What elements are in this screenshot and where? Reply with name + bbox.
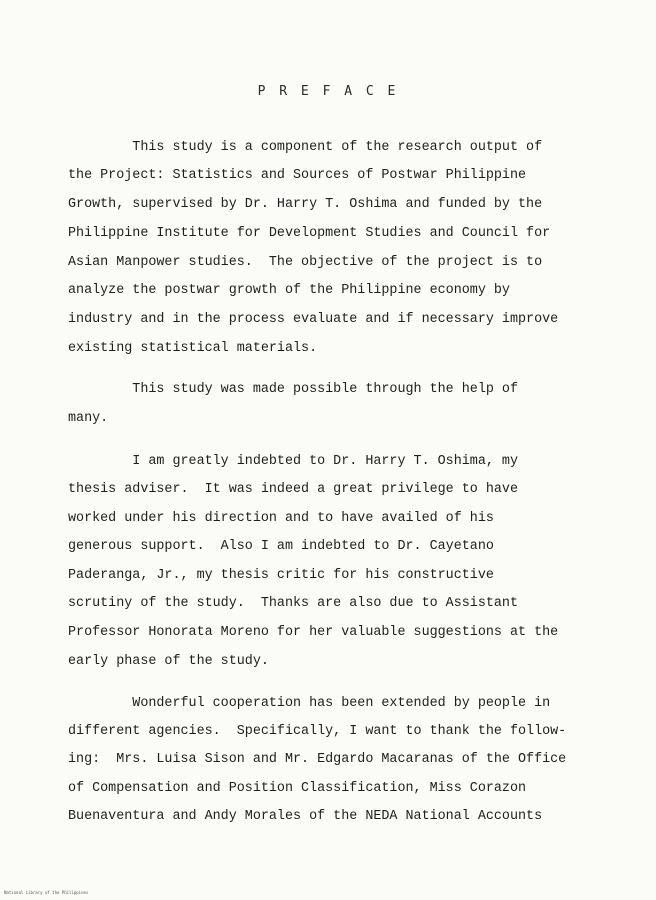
paragraph-4-line-3: ing: Mrs. Luisa Sison and Mr. Edgardo Macaranas of the Office [68, 752, 567, 767]
paragraph-3-line-2: thesis adviser. It was indeed a great privilege to have [68, 482, 518, 497]
paragraph-4-line-4: of Compensation and Position Classification, Miss Corazon [68, 781, 527, 796]
paragraph-1-line-6: analyze the postwar growth of the Philippine economy by [68, 283, 510, 298]
paragraph-3-line-1: I am greatly indebted to Dr. Harry T. Oshima, my [68, 454, 518, 469]
paragraph-1-line-8: existing statistical materials. [68, 341, 318, 356]
paragraph-2-line-1: This study was made possible through the help of [68, 382, 518, 397]
paragraph-1-line-4: Philippine Institute for Development Studies and Council for [68, 226, 551, 241]
paragraph-3-line-6: scrutiny of the study. Thanks are also due to Assistant [68, 596, 518, 611]
paragraph-4-line-5: Buenaventura and Andy Morales of the NEDA National Accounts [68, 809, 543, 824]
paragraph-2-line-2: many. [68, 411, 109, 426]
scan-footer: National Library of the Philippines [4, 890, 89, 895]
paragraph-3-line-3: worked under his direction and to have availed of his [68, 511, 494, 526]
paragraph-1-line-7: industry and in the process evaluate and if necessary improve [68, 312, 559, 327]
paragraph-4-line-1: Wonderful cooperation has been extended by people in [68, 696, 551, 711]
paragraph-1-line-2: the Project: Statistics and Sources of Postwar Philippine [68, 168, 527, 183]
paragraph-3-line-7: Professor Honorata Moreno for her valuable suggestions at the [68, 625, 559, 640]
paragraph-3-line-8: early phase of the study. [68, 654, 269, 669]
paragraph-3-line-5: Paderanga, Jr., my thesis critic for his constructive [68, 568, 494, 583]
paragraph-1-line-1: This study is a component of the research output of [68, 140, 543, 155]
page-title: P R E F A C E [257, 84, 399, 99]
paragraph-3-line-4: generous support. Also I am indebted to Dr. Cayetano [68, 539, 494, 554]
paragraph-4-line-2: different agencies. Specifically, I want to thank the follow- [68, 724, 567, 739]
paragraph-1-line-3: Growth, supervised by Dr. Harry T. Oshima and funded by the [68, 197, 543, 212]
paragraph-1-line-5: Asian Manpower studies. The objective of the project is to [68, 255, 543, 270]
